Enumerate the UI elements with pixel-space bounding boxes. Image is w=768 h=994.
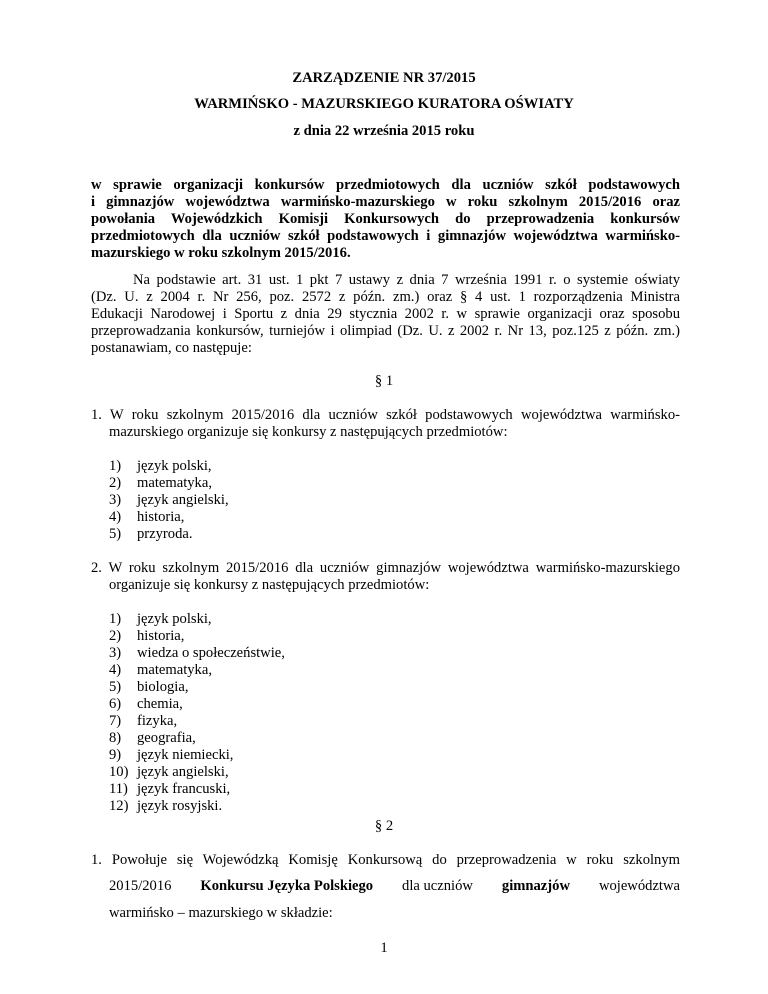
list-item-text: geografia, (137, 730, 196, 746)
middle-school-subject-list (109, 611, 285, 815)
list-item-text: matematyka, (137, 662, 212, 678)
list-item (109, 747, 285, 764)
preamble-line: przeprowadzania konkursów, turniejów i olimpiad (Dz. U. z 2002 r. Nr 13, poz.125 z późn. zm.) (91, 323, 680, 339)
contest-name: Konkursu Języka Polskiego (200, 878, 374, 894)
list-item (109, 696, 285, 713)
list-item-text: matematyka, (137, 475, 212, 491)
preamble-line: Edukacji Narodowej i Sportu z dnia 29 stycznia 2002 r. w sprawie organizacji oraz sposobu (91, 306, 680, 322)
list-item (109, 645, 285, 662)
list-item (109, 628, 285, 645)
list-item-number: 4) (109, 662, 122, 678)
point-2-line: organizuje się konkursy z następujących przedmiotów: (109, 577, 430, 593)
list-item-number: 10) (109, 764, 129, 780)
subject-line: mazurskiego w roku szkolnym 2015/2016. (91, 245, 351, 261)
issuing-authority: WARMIŃSKO - MAZURSKIEGO KURATORA OŚWIATY (194, 96, 574, 112)
preamble-line: postanawiam, co następuje: (91, 340, 252, 356)
list-item-text: biologia, (137, 679, 189, 695)
point-1-line: 1. W roku szkolnym 2015/2016 dla uczniów szkół podstawowych województwa warmińsko- (91, 407, 680, 423)
region-word: województwa (598, 878, 680, 894)
list-item-text: wiedza o społeczeństwie, (137, 645, 285, 661)
subject-line: powołania Wojewódzkich Komisji Konkursowych do przeprowadzenia konkursów (91, 211, 680, 227)
list-item (109, 730, 285, 747)
list-item (109, 475, 229, 492)
list-item-text: język angielski, (137, 764, 229, 780)
list-item (109, 679, 285, 696)
page-number: 1 (380, 940, 388, 956)
list-item-number: 2) (109, 628, 122, 644)
subject-line: w sprawie organizacji konkursów przedmiotowych dla uczniów szkół podstawowych (91, 177, 680, 193)
list-item-text: język rosyjski. (137, 798, 223, 814)
list-item (109, 509, 229, 526)
subject-line: i gimnazjów województwa warmińsko-mazurskiego w roku szkolnym 2015/2016 oraz (91, 194, 680, 210)
list-item-text: język angielski, (137, 492, 229, 508)
section-1-heading: § 1 (374, 373, 394, 389)
list-item-number: 6) (109, 696, 122, 712)
list-item-text: fizyka, (137, 713, 178, 729)
list-item-number: 4) (109, 509, 122, 525)
list-item-number: 1) (109, 611, 122, 627)
school-type: gimnazjów (501, 878, 570, 894)
primary-school-subject-list (109, 458, 229, 543)
document-title: ZARZĄDZENIE NR 37/2015 (292, 70, 476, 86)
list-item (109, 781, 285, 798)
list-item-text: historia, (137, 509, 185, 525)
subject-line: przedmiotowych dla uczniów szkół podstawowych i gimnazjów województwa warmińsko- (91, 228, 680, 244)
list-item-number: 5) (109, 526, 122, 542)
school-year: 2015/2016 (109, 878, 172, 894)
list-item-number: 8) (109, 730, 122, 746)
list-item-text: język polski, (137, 611, 212, 627)
section-2-line: 1. Powołuje się Wojewódzką Komisję Konkursową do przeprowadzenia w roku szkolnym (91, 852, 680, 868)
list-item-number: 12) (109, 798, 129, 814)
list-item-text: przyroda. (137, 526, 193, 542)
list-item-number: 1) (109, 458, 122, 474)
point-2-line: 2. W roku szkolnym 2015/2016 dla uczniów gimnazjów województwa warmińsko-mazurskiego (91, 560, 680, 576)
preamble-line: (Dz. U. z 2004 r. Nr 256, poz. 2572 z późn. zm.) oraz § 4 ust. 1 rozporządzenia Ministra (91, 289, 680, 305)
list-item-number: 2) (109, 475, 122, 491)
list-item-number: 5) (109, 679, 122, 695)
list-item (109, 798, 285, 815)
list-item (109, 662, 285, 679)
list-item (109, 458, 229, 475)
list-item-text: język francuski, (137, 781, 231, 797)
list-item (109, 713, 285, 730)
section-2-heading: § 2 (374, 818, 394, 834)
preamble-line: Na podstawie art. 31 ust. 1 pkt 7 ustawy z dnia 7 września 1991 r. o systemie oświaty (133, 272, 680, 288)
document-date: z dnia 22 września 2015 roku (293, 123, 475, 139)
list-item (109, 526, 229, 543)
list-item-number: 3) (109, 492, 122, 508)
list-item-number: 9) (109, 747, 122, 763)
list-item (109, 492, 229, 509)
section-2-line (109, 878, 680, 895)
list-item-number: 11) (109, 781, 128, 797)
list-item-number: 7) (109, 713, 122, 729)
for-students: dla uczniów (402, 878, 473, 894)
list-item-text: chemia, (137, 696, 183, 712)
point-1-line: mazurskiego organizuje się konkursy z następujących przedmiotów: (109, 424, 508, 440)
list-item (109, 611, 285, 628)
section-2-line: warmińsko – mazurskiego w składzie: (109, 905, 333, 921)
list-item-text: język polski, (137, 458, 212, 474)
list-item-number: 3) (109, 645, 122, 661)
list-item-text: język niemiecki, (137, 747, 234, 763)
list-item (109, 764, 285, 781)
list-item-text: historia, (137, 628, 185, 644)
